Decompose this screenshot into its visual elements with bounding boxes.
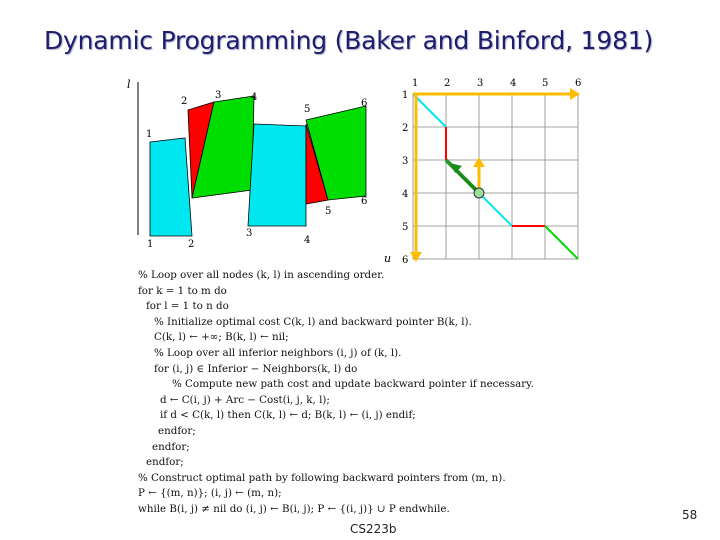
algo-line: C(k, l) ← +∞; B(k, l) ← nil; bbox=[154, 331, 289, 344]
grid-col-label: 4 bbox=[510, 78, 517, 89]
u-axis-label: u bbox=[384, 252, 392, 265]
bottom-label: 1 bbox=[147, 239, 154, 250]
grid-row-label: 1 bbox=[402, 90, 409, 101]
grid-row-label: 6 bbox=[402, 255, 409, 266]
algo-line: % Initialize optimal cost C(k, l) and backward pointer B(k, l). bbox=[154, 315, 472, 328]
bottom-label: 4 bbox=[304, 235, 311, 246]
algo-line: endfor; bbox=[146, 456, 184, 469]
grid-col-label: 1 bbox=[412, 78, 419, 89]
algo-line: while B(i, j) ≠ nil do (i, j) ← B(i, j); P ← {(i, j)} ∪ P endwhile. bbox=[138, 502, 450, 515]
algo-line: % Compute new path cost and update backward pointer if necessary. bbox=[172, 378, 534, 391]
algo-line: % Loop over all nodes (k, l) in ascending order. bbox=[138, 269, 385, 281]
side-label: 1 bbox=[146, 129, 153, 140]
page-number: 58 bbox=[682, 508, 698, 522]
l-axis-label: l bbox=[127, 78, 131, 91]
algo-line: if d < C(k, l) then C(k, l) ← d; B(k, l) ← (i, j) endif; bbox=[160, 409, 416, 422]
side-label: 6 bbox=[361, 196, 368, 207]
current-node bbox=[474, 188, 484, 198]
bottom-label: 2 bbox=[188, 239, 195, 250]
cyan-region-2 bbox=[248, 124, 306, 226]
footer-course: CS223b bbox=[350, 522, 397, 536]
grid-col-label: 6 bbox=[575, 78, 582, 89]
algo-line: endfor; bbox=[152, 440, 190, 453]
algorithm-pseudocode bbox=[138, 268, 534, 518]
grid-col-label: 5 bbox=[542, 78, 549, 89]
algo-line: % Loop over all inferior neighbors (i, j) of (k, l). bbox=[154, 346, 402, 359]
top-label: 4 bbox=[251, 92, 258, 103]
top-label: 5 bbox=[304, 104, 311, 115]
intensity-profiles bbox=[127, 78, 391, 265]
grid-col-label: 2 bbox=[444, 78, 451, 89]
bottom-label: 3 bbox=[246, 228, 253, 239]
grid-row-label: 4 bbox=[402, 189, 409, 200]
algo-line: % Construct optimal path by following backward pointers from (m, n). bbox=[138, 471, 506, 484]
top-label: 3 bbox=[215, 90, 222, 101]
algo-line: endfor; bbox=[158, 424, 196, 437]
algo-line: d ← C(i, j) + Arc − Cost(i, j, k, l); bbox=[160, 393, 330, 406]
grid-row-label: 5 bbox=[402, 222, 409, 233]
grid-row-label: 2 bbox=[402, 123, 409, 134]
algo-line: for l = 1 to n do bbox=[146, 300, 229, 313]
algo-line: for k = 1 to m do bbox=[138, 284, 227, 297]
dp-grid bbox=[402, 78, 581, 266]
grid-row-label: 3 bbox=[402, 156, 409, 167]
top-label: 2 bbox=[181, 96, 188, 107]
slide-title: Dynamic Programming (Baker and Binford, 1981) bbox=[44, 26, 654, 55]
grid-col-label: 3 bbox=[477, 78, 484, 89]
algo-line: P ← {(m, n)}; (i, j) ← (m, n); bbox=[138, 487, 282, 500]
cyan-region-1 bbox=[150, 138, 192, 236]
bottom-label: 5 bbox=[325, 206, 332, 217]
algo-line: for (i, j) ∈ Inferior − Neighbors(k, l) do bbox=[154, 362, 358, 375]
top-label: 6 bbox=[361, 98, 368, 109]
